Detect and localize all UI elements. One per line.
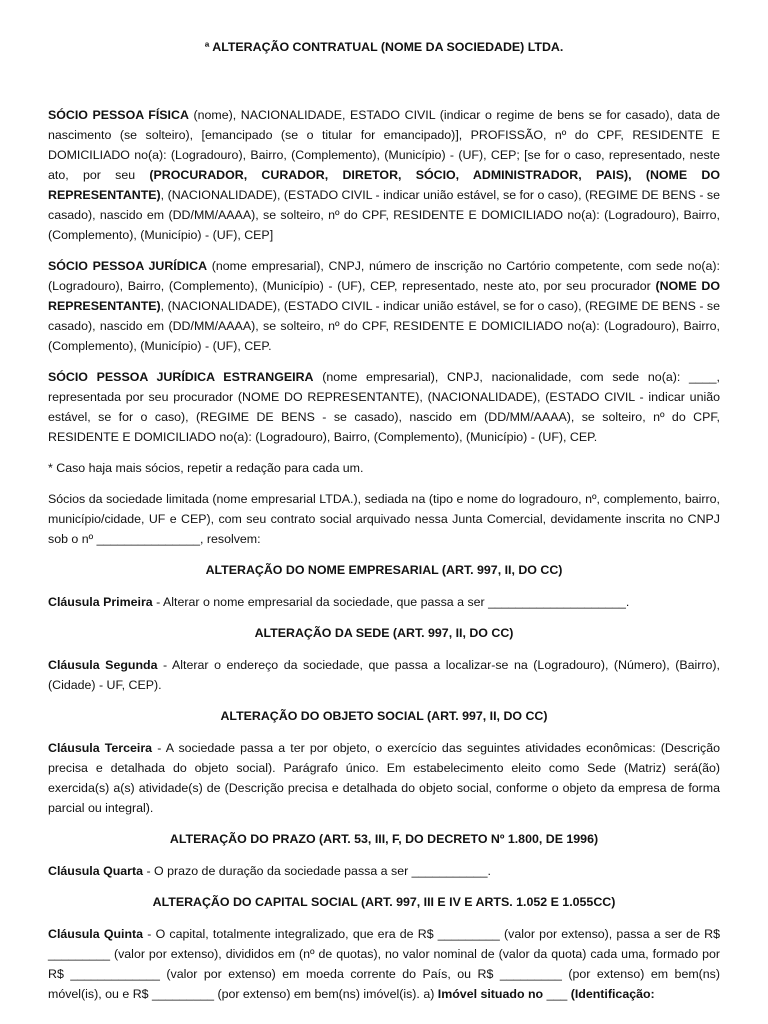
clause-1-text: - Alterar o nome empresarial da sociedade, que passa a ser ____________________. [152,595,630,609]
partner-individual-roles: (PROCURADOR, CURADOR, DIRETOR, SÓCIO, ADMINISTRADOR, PAIS), (NOME DO REPRESENTANTE) [48,168,720,202]
heading-name-change: ALTERAÇÃO DO NOME EMPRESARIAL (ART. 997, II, DO CC) [205,563,563,577]
more-partners-note: * Caso haja mais sócios, repetir a redação para cada um. [48,461,364,475]
clause-1-paragraph [48,592,720,612]
clause-5-property-label: Imóvel situado no [437,987,544,1001]
clause-2-text: - Alterar o endereço da sociedade, que passa a localizar-se na (Logradouro), (Número), (Bairro), (Cidade) - UF, CEP). [48,658,720,692]
clause-3-paragraph [48,738,720,818]
partner-legal-entity-paragraph [48,256,720,356]
document-title: ª ALTERAÇÃO CONTRATUAL (NOME DA SOCIEDADE) LTDA. [204,40,564,54]
clause-3-text: - A sociedade passa a ter por objeto, o exercício das seguintes atividades econômicas: (Descrição precisa e detalhada do objeto social). Parágrafo único. Em estabelecimento eleito como Sede (Matriz) será(ão) exercida(s) a(s) atividade(s) de (Descrição precisa e detalhada do objeto social, conforme o objeto da empresa de forma parcial ou integral). [48,741,721,815]
clause-5-text-2: ___ [543,987,571,1001]
partner-individual-label: SÓCIO PESSOA FÍSICA [48,108,189,122]
partner-individual-text-2: , (NACIONALIDADE), (ESTADO CIVIL - indicar união estável, se for o caso), (REGIME DE BENS - se casado), nascido em (DD/MM/AAAA), se solteiro, nº do CPF, RESIDENTE E DOMICILIADO no(a): (Logradouro), Bairro, (Complemento), (Município) - (UF), CEP] [48,188,720,242]
clause-2-paragraph [48,655,720,695]
partner-individual-text-1: (nome), NACIONALIDADE, ESTADO CIVIL (indicar o regime de bens se for casado), data de nascimento (se solteiro), [emancipado (se o titular for emancipado)], PROFISSÃO, nº do CPF, RESIDENTE E DOMICILIADO no(a): (Logradouro), Bairro, (Complemento), (Município) - (UF), CEP; [se for o caso, representado, neste ato, por seu [48,108,720,182]
partner-foreign-entity-text: (nome empresarial), CNPJ, nacionalidade, com sede no(a): ____, representada por seu procurador (NOME DO REPRESENTANTE), (NACIONALIDADE), (ESTADO CIVIL - indicar união estável, se for o caso), (REGIME DE BENS - se casado), nascido em (DD/MM/AAAA), se solteiro, nº do CPF, RESIDENTE E DOMICILIADO no(a): (Logradouro), Bairro, (Complemento), (Município) - (UF), CEP. [48,370,720,444]
heading-term-change: ALTERAÇÃO DO PRAZO (ART. 53, III, F, DO DECRETO Nº 1.800, DE 1996) [169,832,599,846]
clause-4-text: - O prazo de duração da sociedade passa a ser ___________. [143,864,491,878]
heading-seat-change: ALTERAÇÃO DA SEDE (ART. 997, II, DO CC) [254,626,514,640]
partner-legal-entity-label: SÓCIO PESSOA JURÍDICA [48,259,208,273]
clause-4-label: Cláusula Quarta [48,864,144,878]
partner-foreign-entity-paragraph [48,367,720,447]
clause-2-label: Cláusula Segunda [48,658,158,672]
clause-5-paragraph [48,924,720,1004]
clause-4-paragraph [48,861,720,881]
title-spacer [48,57,720,105]
clause-5-text-1: - O capital, totalmente integralizado, que era de R$ _________ (valor por extenso), passa a ser de R$ _________ (valor por extenso), divididos em (nº de quotas), no valor nominal de (valor da quota) cada uma, formado por R$ _____________ (valor por extenso) em moeda corrente do País, ou R$ _________ (por extenso) em bem(ns) móvel(is), ou e R$ _________ (por extenso) em bem(ns) imóvel(is). a) [48,927,720,1001]
clause-3-label: Cláusula Terceira [48,741,153,755]
partner-foreign-entity-label: SÓCIO PESSOA JURÍDICA ESTRANGEIRA [48,370,314,384]
heading-purpose-change: ALTERAÇÃO DO OBJETO SOCIAL (ART. 997, II, DO CC) [220,709,548,723]
clause-1-label: Cláusula Primeira [48,595,153,609]
preamble-paragraph: Sócios da sociedade limitada (nome empresarial LTDA.), sediada na (tipo e nome do logradouro, nº, complemento, bairro, município/cidade, UF e CEP), com seu contrato social arquivado nessa Junta Comercial, devidamente inscrita no CNPJ sob o nº _______________, resolvem: [48,492,720,546]
partner-legal-entity-representative: (NOME DO REPRESENTANTE) [48,279,721,313]
heading-capital-change: ALTERAÇÃO DO CAPITAL SOCIAL (ART. 997, III E IV E ARTS. 1.052 E 1.055CC) [152,895,616,909]
partner-legal-entity-text-2: , (NACIONALIDADE), (ESTADO CIVIL - indicar união estável, se for o caso), (REGIME DE BENS - se casado), nascido em (DD/MM/AAAA), se solteiro, nº do CPF, RESIDENTE E DOMICILIADO no(a): (Logradouro), Bairro, (Complemento), (Município) - (UF), CEP. [48,299,720,353]
clause-5-identification-label: (Identificação: [570,987,655,1001]
partner-individual-paragraph [48,105,720,245]
partner-legal-entity-text-1: (nome empresarial), CNPJ, número de inscrição no Cartório competente, com sede no(a): (Logradouro), Bairro, (Complemento), (Município) - (UF), CEP, representado, neste ato, por seu procurador [48,259,720,293]
clause-5-label: Cláusula Quinta [48,927,144,941]
